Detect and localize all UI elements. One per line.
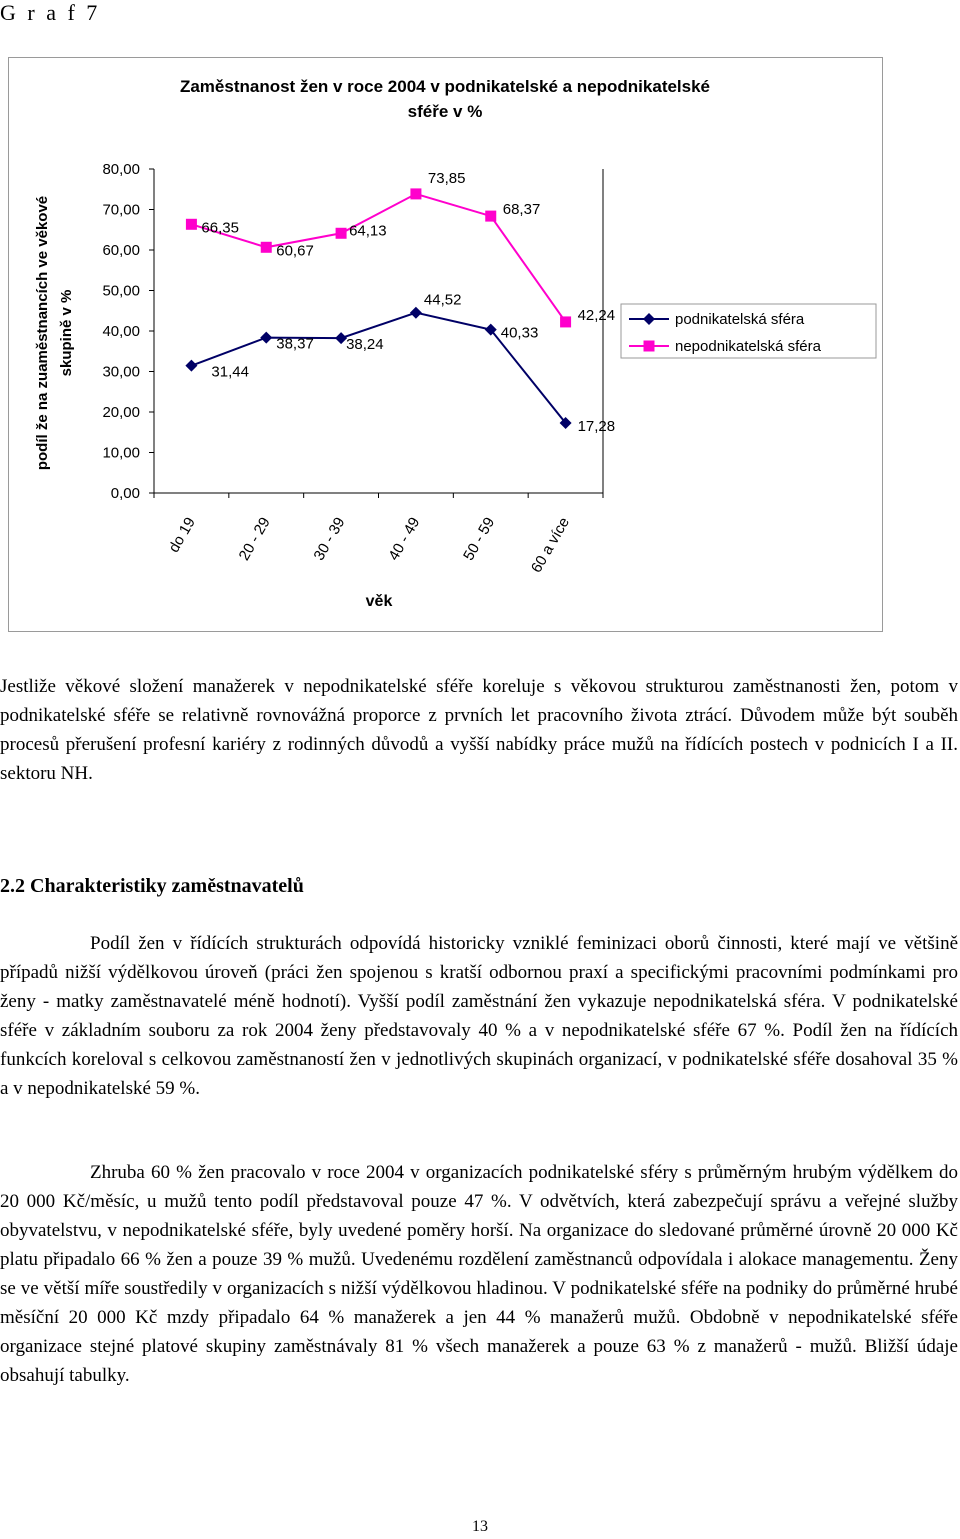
data-label: 40,33 [500, 324, 539, 342]
data-label: 38,24 [346, 336, 384, 354]
data-point-marker [186, 219, 197, 230]
y-tick-label: 10,00 [102, 444, 140, 462]
data-point-marker [410, 307, 422, 319]
page-number: 13 [472, 1518, 488, 1535]
x-axis-label: věk [365, 593, 393, 610]
chart-title-line2: sféře v % [407, 102, 483, 121]
data-label: 60,67 [276, 242, 314, 260]
x-tick-label: 40 - 49 [385, 514, 424, 564]
data-label: 68,37 [502, 201, 541, 219]
data-label: 38,37 [276, 335, 314, 353]
data-label: 42,24 [577, 306, 616, 324]
paragraph-1: Jestliže věkové složení manažerek v nepodnikatelské sféře koreluje s věkovou strukturou zaměstnanosti žen, potom v podnikatelské sféře se relativně rovnovážná proporce z prvních let pracovního života ztrácí. Důvodem může být souběh procesů přerušení profesní kariéry z rodinných důvodů a vyšší nabídky práce mužů na řídících postech v podnicích I a II. sektoru NH. [0, 676, 958, 784]
x-tick-label: do 19 [165, 514, 199, 556]
y-tick-label: 80,00 [102, 161, 140, 178]
data-point-marker [260, 332, 272, 344]
y-tick-label: 30,00 [102, 363, 140, 381]
x-tick-label: 60 a více [527, 514, 574, 576]
legend-swatch-marker [644, 341, 655, 352]
x-tick-label: 50 - 59 [460, 514, 499, 564]
y-tick-label: 70,00 [102, 201, 140, 219]
x-tick-label: 30 - 39 [310, 514, 349, 564]
data-label: 64,13 [349, 222, 387, 240]
chart-frame [8, 57, 883, 632]
paragraph-3-text: Zhruba 60 % žen pracovalo v roce 2004 v organizacích podnikatelské sféry s průměrným hrubým výdělkem do 20 000 Kč/měsíc, u mužů tento podíl představoval pouze 47 %. V odvětvích, která zabezpečují správu a veřejné služby obyvatelstvu, v nepodnikatelské sféře, byly uvedené poměry horší. Na organizace do sledované průměrné úrovně 20 000 Kč platu připadalo 66 % žen a pouze 39 % mužů. Uvedenému rozdělení zaměstnanců odpovídala i alokace managementu. Ženy se ve větší míře soustředily v organizacích s nižší výdělkovou hladinou. V podnikatelské sféře na podniky do průměrné hrubé měsíční 20 000 Kč mzdy připadalo 64 % manažerek a jen 44 % manažerů mužů. Obdobně v nepodnikatelské sféře organizace stejné platové skupiny zaměstnávaly 81 % všech manažerek a pouze 63 % z manažerů - mužů. Bližší údaje obsahují tabulky. [0, 1162, 958, 1386]
y-tick-label: 40,00 [102, 323, 140, 340]
x-tick-label: 20 - 29 [235, 514, 274, 564]
y-axis-label-line2: skupině v % [58, 289, 75, 377]
data-point-marker [485, 211, 496, 222]
series-nepodnikatelska [186, 170, 615, 328]
paragraph-2-text: Podíl žen v řídících strukturách odpovídá historicky vzniklé feminizaci oborů činnosti, které mají ve většině případů nižší výdělkovou úroveň (práci žen spojenou s kratší odbornou praxí a specifickými pracovními podmínkami pro ženy - matky zaměstnavatelé méně hodnotí). Vyšší podíl zaměstnání žen vykazuje nepodnikatelská sféra. V podnikatelské sféře v základním souboru za rok 2004 ženy představovaly 40 % a v nepodnikatelské sféře 67 %. Podíl žen na řídících funkcích koreloval s celkovou zaměstnaností žen v jednotlivých skupinách organizací, v podnikatelské sféře dosahoval 35 % a v nepodnikatelské 59 %. [0, 933, 958, 1099]
legend [621, 304, 876, 358]
line-chart [9, 58, 882, 631]
y-axis-label-line1: podíl že na zuaměstnancích ve věkové [34, 195, 51, 471]
section-heading: 2.2 Charakteristiky zaměstnavatelů [0, 875, 304, 897]
figure-label: G r a f 7 [0, 0, 101, 25]
data-point-marker [410, 188, 421, 199]
legend-entry-label: podnikatelská sféra [675, 311, 805, 328]
data-label: 44,52 [423, 291, 462, 309]
data-point-marker [185, 360, 197, 372]
series-podnikatelska [185, 292, 615, 435]
data-label: 66,35 [201, 219, 239, 237]
data-point-marker [336, 228, 347, 239]
paragraph-3 [0, 1158, 958, 1390]
data-label: 73,85 [427, 169, 466, 187]
series-layer [185, 170, 615, 435]
data-point-marker [261, 242, 272, 253]
chart-title-line1: Zaměstnanost žen v roce 2004 v podnikatelské a nepodnikatelské [179, 77, 711, 96]
y-tick-label: 60,00 [102, 242, 140, 259]
y-tick-label: 0,00 [110, 485, 140, 502]
y-tick-label: 50,00 [102, 282, 140, 300]
data-label: 31,44 [211, 363, 249, 381]
paragraph-2 [0, 929, 958, 1103]
data-point-marker [560, 316, 571, 327]
legend-entry-label: nepodnikatelská sféra [675, 338, 821, 355]
y-tick-label: 20,00 [102, 404, 140, 421]
data-label: 17,28 [577, 418, 616, 436]
